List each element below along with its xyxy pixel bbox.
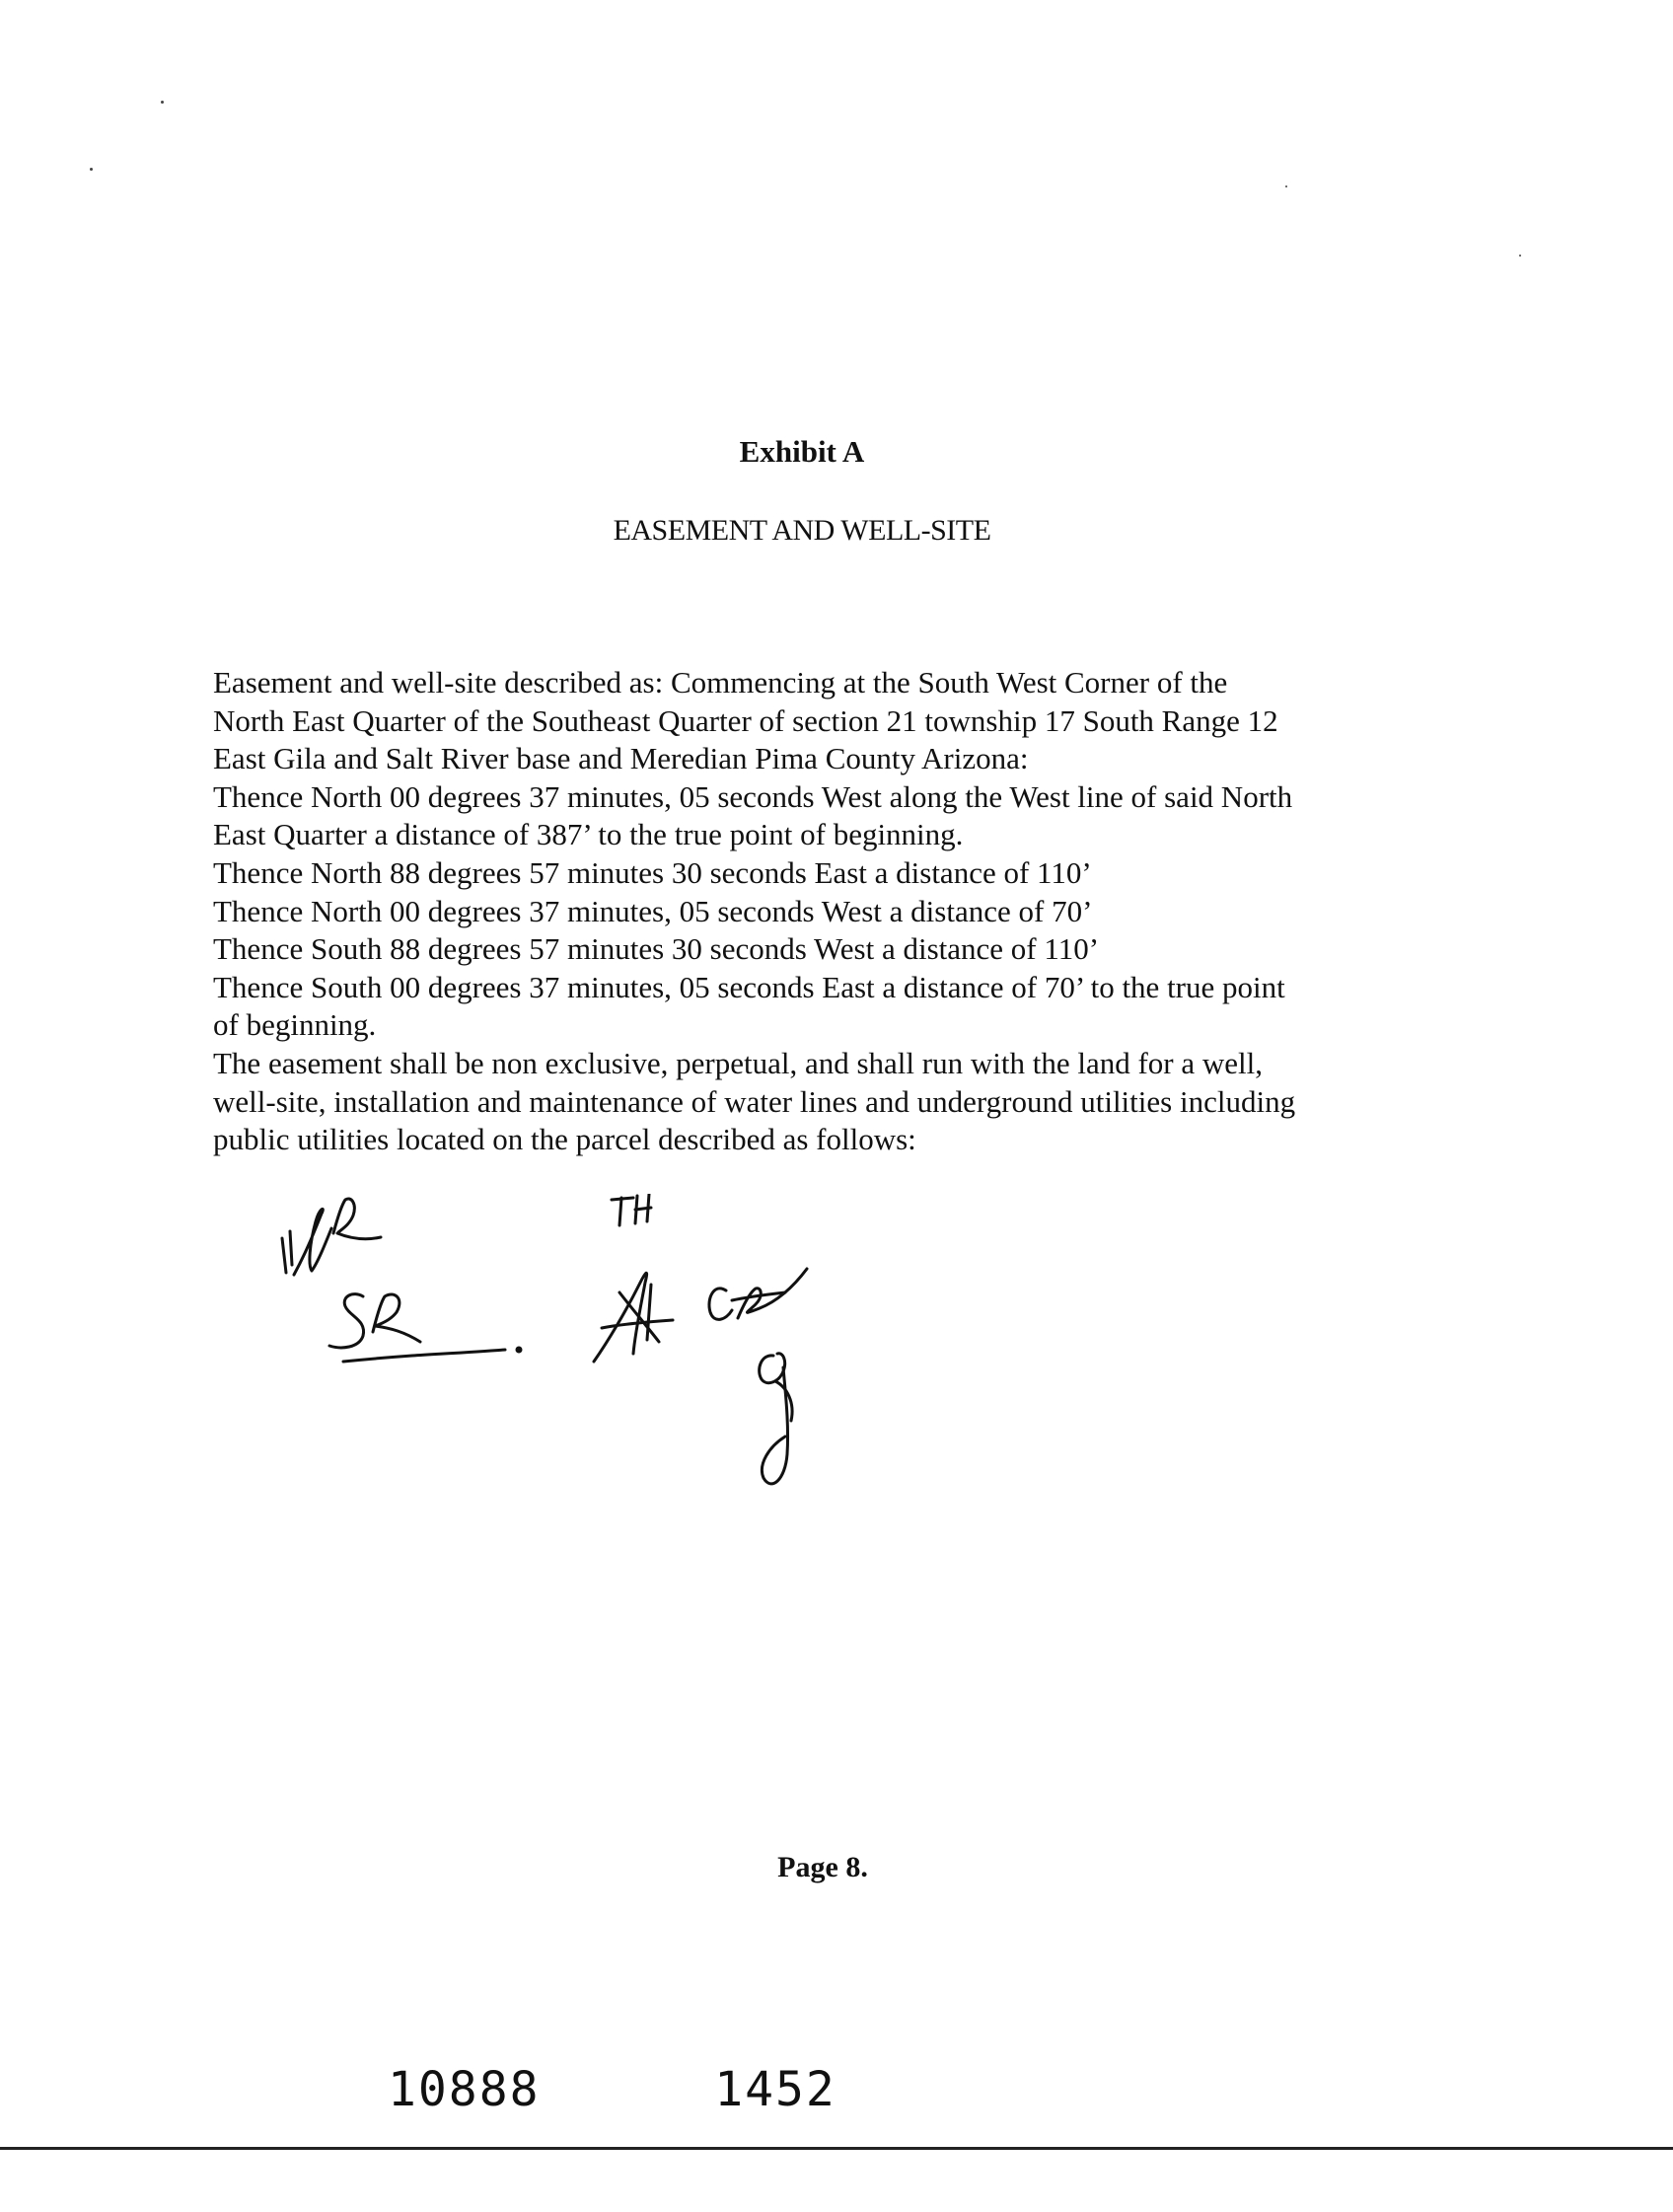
- description-line: Thence North 88 degrees 57 minutes 30 seconds East a distance of 110’: [213, 854, 1092, 890]
- record-number: 10888 1452: [388, 2062, 836, 2117]
- description-line: Thence North 00 degrees 37 minutes, 05 seconds West along the West line of said North: [213, 778, 1293, 814]
- description-line: Thence South 88 degrees 57 minutes 30 seconds West a distance of 110’: [213, 931, 1100, 967]
- bottom-divider: [0, 2147, 1673, 2150]
- initials-g: [760, 1354, 792, 1484]
- exhibit-title: Exhibit A: [739, 434, 865, 469]
- description-line: North East Quarter of the Southeast Quarter of section 21 township 17 South Range 12: [213, 702, 1278, 738]
- description-line: East Gila and Salt River base and Meredian Pima County Arizona:: [213, 741, 1029, 776]
- scan-speck: [1285, 185, 1287, 187]
- scan-speck: [90, 168, 93, 171]
- description-line: The easement shall be non exclusive, perpetual, and shall run with the land for a well,: [213, 1045, 1263, 1080]
- handwritten-initials: [247, 1194, 888, 1519]
- initials-vlr: [282, 1199, 381, 1275]
- initials-th: [612, 1194, 651, 1225]
- easement-description: [213, 664, 1456, 1159]
- description-line: Thence North 00 degrees 37 minutes, 05 seconds West a distance of 70’: [213, 893, 1093, 928]
- page-number: Page 8.: [777, 1851, 868, 1883]
- initials-ja: [594, 1273, 673, 1362]
- scan-speck: [1519, 255, 1521, 257]
- description-line: of beginning.: [213, 1007, 377, 1043]
- description-line: well-site, installation and maintenance of water lines and underground utilities including: [213, 1083, 1296, 1119]
- initials-cf: [709, 1269, 807, 1319]
- description-line: Easement and well-site described as: Commencing at the South West Corner of the: [213, 665, 1228, 700]
- description-line: Thence South 00 degrees 37 minutes, 05 seconds East a distance of 70’ to the true point: [213, 969, 1285, 1004]
- exhibit-subtitle: EASEMENT AND WELL-SITE: [613, 514, 991, 547]
- description-line: East Quarter a distance of 387’ to the true point of beginning.: [213, 817, 964, 852]
- scan-speck: [161, 101, 164, 104]
- description-line: public utilities located on the parcel described as follows:: [213, 1122, 916, 1157]
- initials-sr: [329, 1294, 521, 1362]
